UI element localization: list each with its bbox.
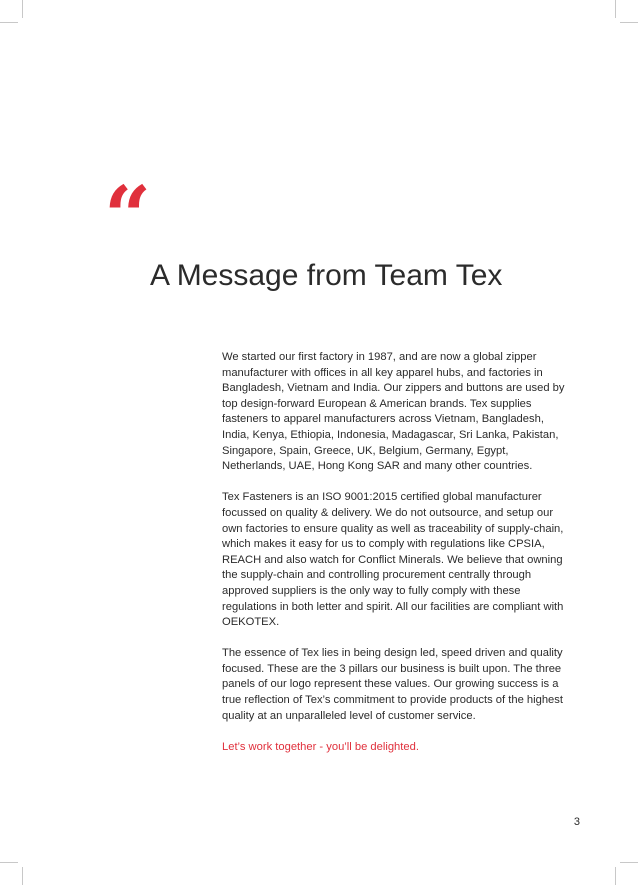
message-body <box>222 350 572 771</box>
crop-mark-bottom-left-horizontal <box>0 862 18 863</box>
paragraph-certification: Tex Fasteners is an ISO 9001:2015 certified global manufacturer focussed on quality & delivery. We do not outsource, and setup our own factories to ensure quality as well as traceability of supply-chain, which makes it easy for us to comply with regulations like CPSIA, REACH and also watch for Conflict Minerals. We believe that owning the supply-chain and controlling procurement centrally through approved suppliers is the only way to fully comply with these regulations in both letter and spirit. All our facilities are compliant with OEKOTEX. <box>222 491 564 629</box>
crop-mark-top-right-vertical <box>615 0 616 18</box>
crop-mark-top-left-vertical <box>22 0 23 18</box>
paragraph-history: We started our first factory in 1987, and are now a global zipper manufacturer with offices in all key apparel hubs, and factories in Bangladesh, Vietnam and India. Our zippers and buttons are used by top design-forward European & American brands. Tex supplies fasteners to apparel manufacturers across Vietnam, Bangladesh, India, Kenya, Ethiopia, Indonesia, Madagascar, Sri Lanka, Pakistan, Singapore, Spain, Greece, UK, Belgium, Germany, Egypt, Netherlands, UAE, Hong Kong SAR and many other countries. <box>222 351 565 473</box>
crop-mark-top-right-horizontal <box>620 22 638 23</box>
crop-mark-bottom-right-vertical <box>615 867 616 885</box>
page-number: 3 <box>573 816 580 828</box>
paragraph-essence: The essence of Tex lies in being design led, speed driven and quality focused. These are the 3 pillars our business is built upon. The three panels of our logo represent these values. Our growing success is a true reflection of Tex’s commitment to provide products of the highest quality at an unparalleled level of customer service. <box>222 647 563 722</box>
closing-line: Let’s work together - you’ll be delighted. <box>222 740 419 753</box>
quote-mark-icon: “ <box>104 169 152 265</box>
crop-mark-bottom-left-vertical <box>22 867 23 885</box>
crop-mark-top-left-horizontal <box>0 22 18 23</box>
page-title: A Message from Team Tex <box>150 259 503 292</box>
crop-mark-bottom-right-horizontal <box>620 862 638 863</box>
